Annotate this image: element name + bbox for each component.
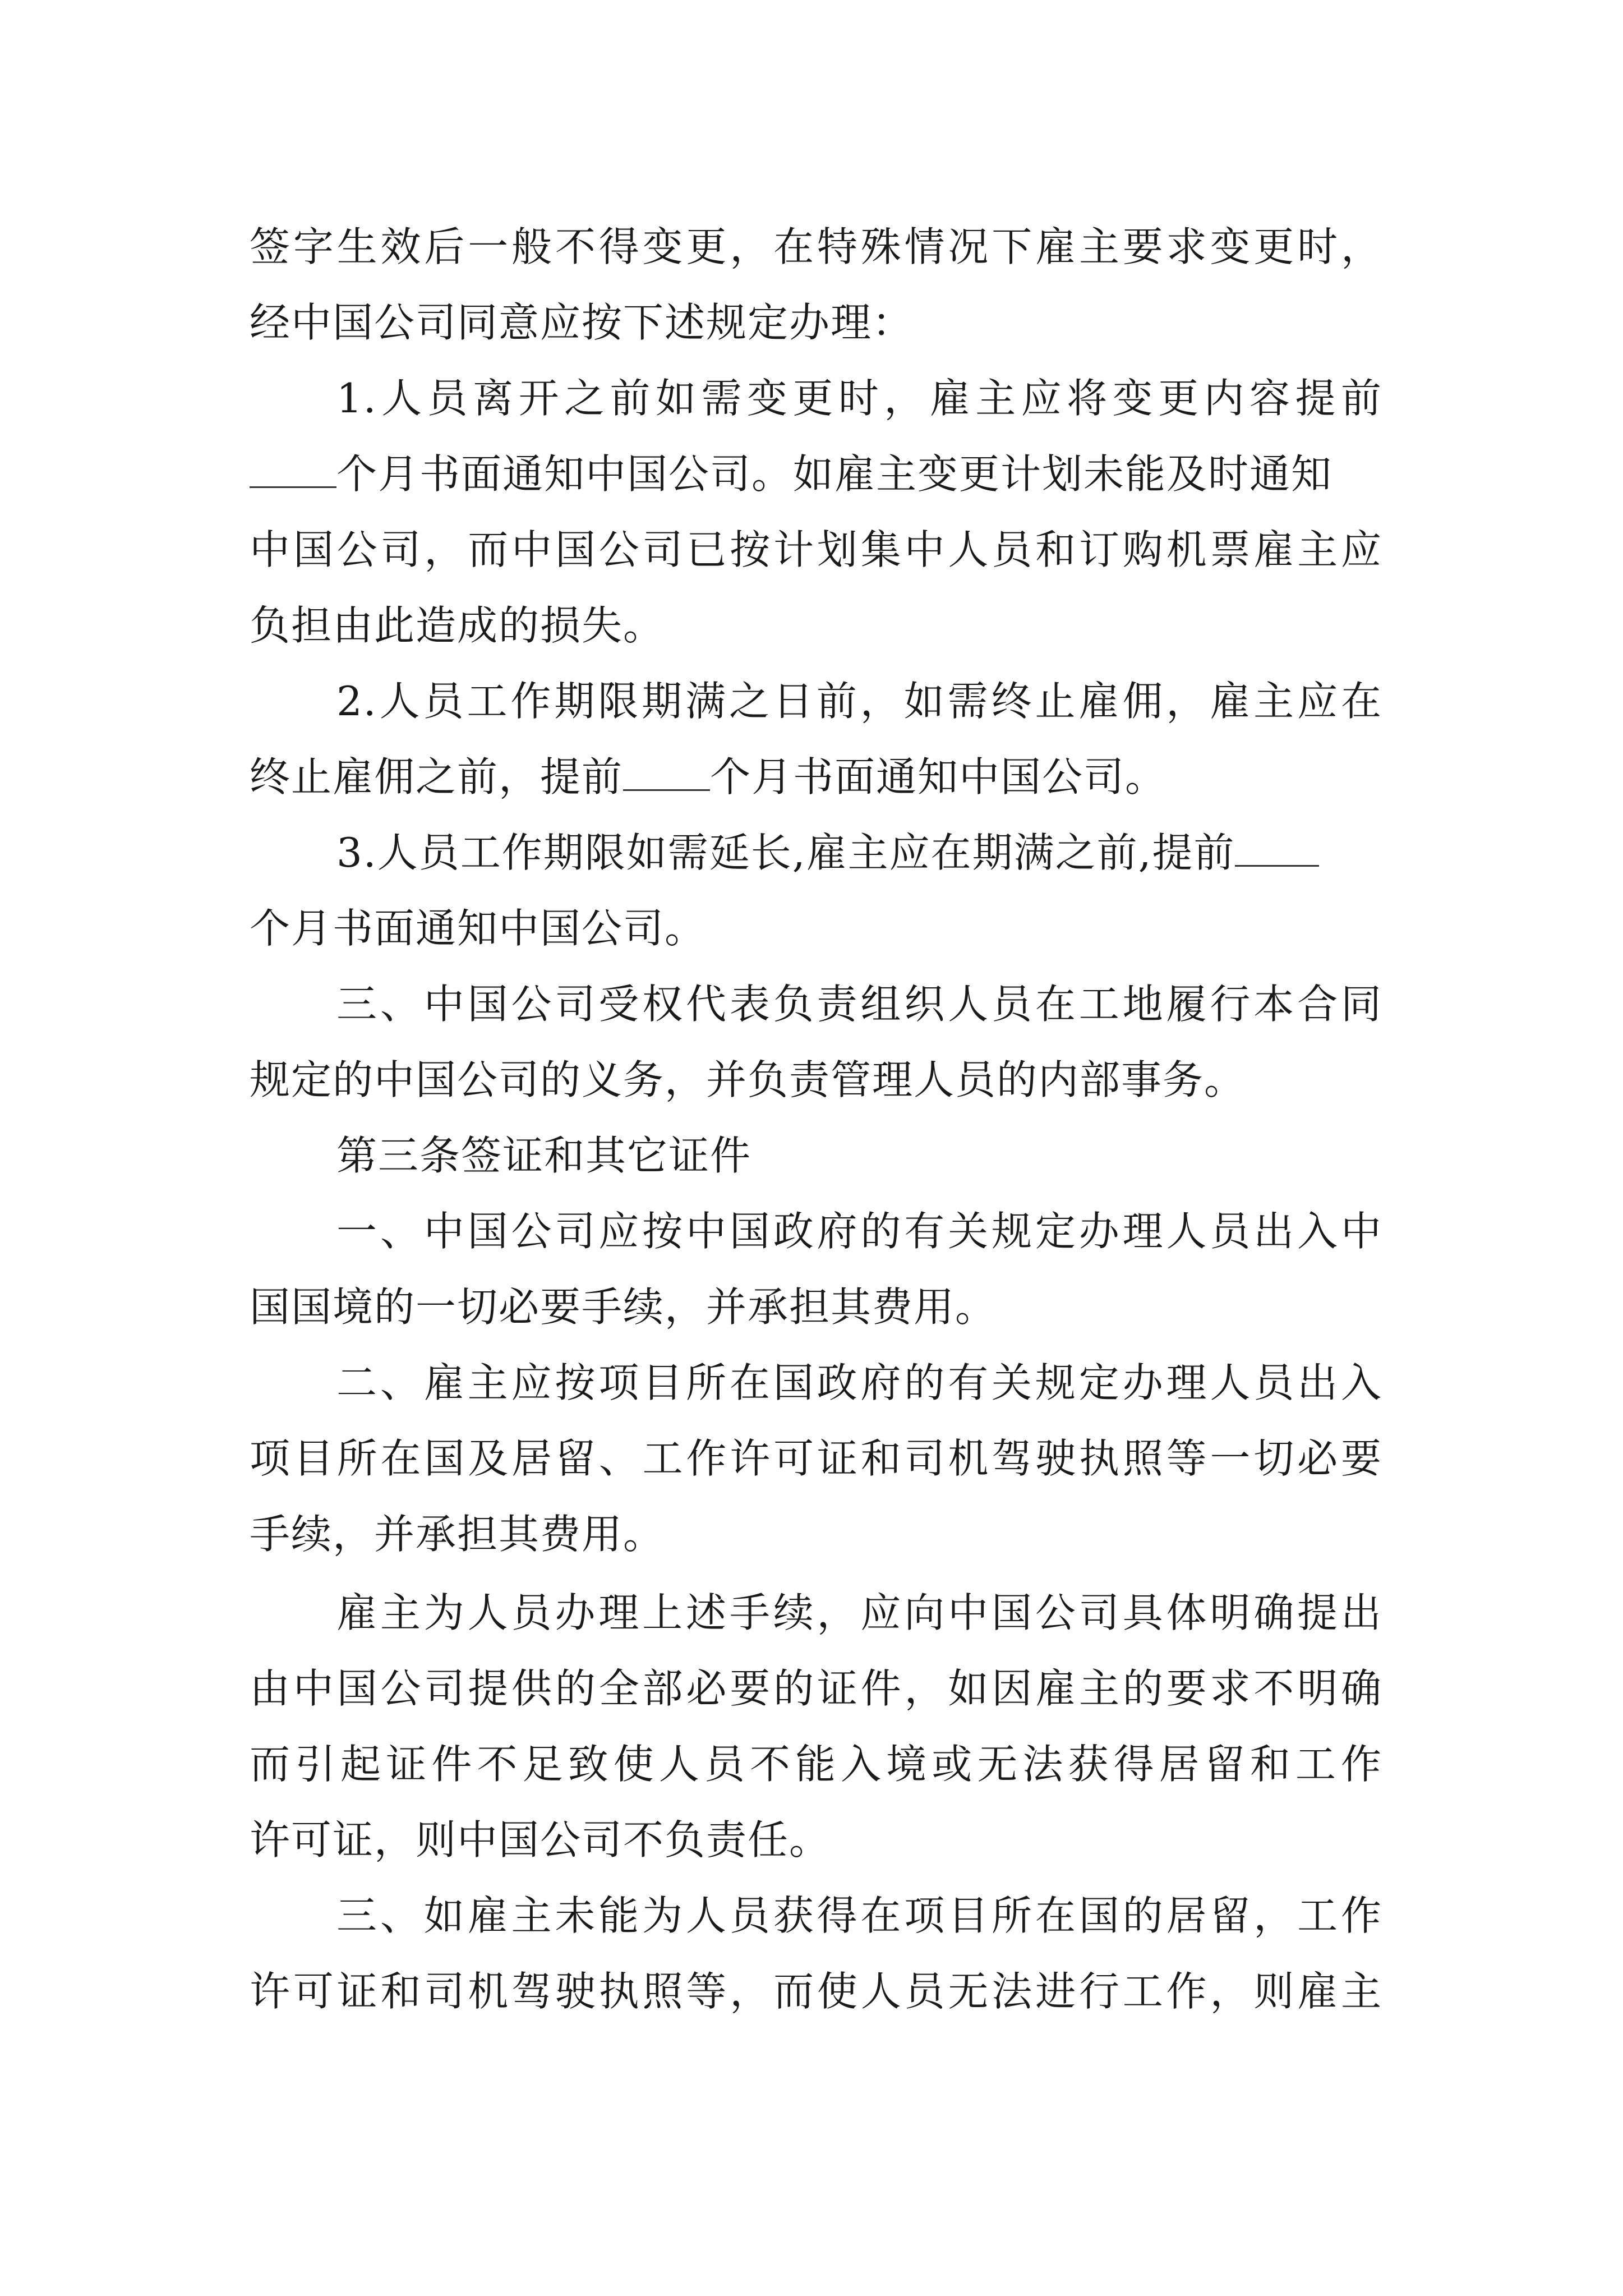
text-line-23 [336, 1888, 1382, 1944]
line-text: 雇主为人员办理上述手续，应向中国公司具体明确提出 [336, 1589, 1382, 1636]
line-text: 签字生效后一般不得变更，在特殊情况下雇主要求变更时， [250, 223, 1382, 270]
line-text: 许可证，则中国公司不负责任。 [250, 1816, 831, 1864]
line-text: 三、中国公司受权代表负责组织人员在工地履行本合同 [336, 981, 1382, 1028]
line-text: 2.人员工作期限期满之日前，如需终止雇佣，雇主应在 [336, 678, 1382, 725]
text-line-5 [250, 522, 1382, 578]
text-line-7 [336, 673, 1382, 729]
text-line-11 [336, 976, 1382, 1032]
line-text: 3.人员工作期限如需延长,雇主应在期满之前,提前 [336, 829, 1235, 876]
line-text: 经中国公司同意应按下述规定办理： [250, 299, 914, 346]
text-line-9 [336, 825, 1382, 881]
line-text: 1.人员离开之前如需变更时，雇主应将变更内容提前 [336, 375, 1382, 422]
text-line-24 [250, 1963, 1382, 2019]
line-text: 国国境的一切必要手续，并承担其费用。 [250, 1283, 997, 1331]
section-heading [336, 1128, 1382, 1184]
line-text: 一、中国公司应按中国政府的有关规定办理人员出入中 [336, 1208, 1382, 1255]
line-text: 项目所在国及居留、工作许可证和司机驾驶执照等一切必要 [250, 1435, 1382, 1482]
text-line-8 [250, 749, 1382, 805]
text-line-2 [250, 295, 1382, 351]
line-text: 个月书面通知中国公司。 [710, 753, 1167, 800]
text-line-1 [250, 219, 1382, 275]
text-line-6 [250, 597, 1382, 654]
fill-in-blank [1235, 831, 1319, 867]
fill-in-blank [623, 756, 710, 791]
text-line-10 [250, 900, 1382, 956]
text-line-3 [336, 370, 1382, 426]
text-line-16 [336, 1355, 1382, 1411]
text-line-15 [250, 1279, 1382, 1335]
fill-in-blank [250, 453, 336, 488]
text-line-22 [250, 1812, 1382, 1868]
text-line-21 [250, 1736, 1382, 1792]
text-line-12 [250, 1052, 1382, 1108]
line-text: 个月书面通知中国公司。如雇主变更计划未能及时通知 [336, 450, 1333, 498]
line-text: 个月书面通知中国公司。 [250, 905, 707, 952]
line-text: 许可证和司机驾驶执照等，而使人员无法进行工作，则雇主 [250, 1968, 1382, 2015]
line-text: 中国公司，而中国公司已按计划集中人员和订购机票雇主应 [250, 526, 1382, 573]
text-line-14 [336, 1203, 1382, 1259]
line-text: 三、如雇主未能为人员获得在项目所在国的居留，工作 [336, 1892, 1382, 1939]
line-text: 负担由此造成的损失。 [250, 602, 665, 649]
line-text: 由中国公司提供的全部必要的证件，如因雇主的要求不明确 [250, 1665, 1382, 1712]
text-line-20 [250, 1660, 1382, 1717]
line-text: 手续，并承担其费用。 [250, 1511, 665, 1558]
line-text: 而引起证件不足致使人员不能入境或无法获得居留和工作 [250, 1741, 1382, 1788]
text-line-4 [250, 446, 1382, 502]
line-text: 终止雇佣之前，提前 [250, 753, 624, 800]
line-text: 规定的中国公司的义务，并负责管理人员的内部事务。 [250, 1056, 1246, 1103]
text-line-17 [250, 1430, 1382, 1487]
text-line-18 [250, 1506, 1382, 1562]
text-line-19 [336, 1585, 1382, 1641]
line-text: 第三条签证和其它证件 [336, 1132, 752, 1179]
line-text: 二、雇主应按项目所在国政府的有关规定办理人员出入 [336, 1359, 1382, 1406]
